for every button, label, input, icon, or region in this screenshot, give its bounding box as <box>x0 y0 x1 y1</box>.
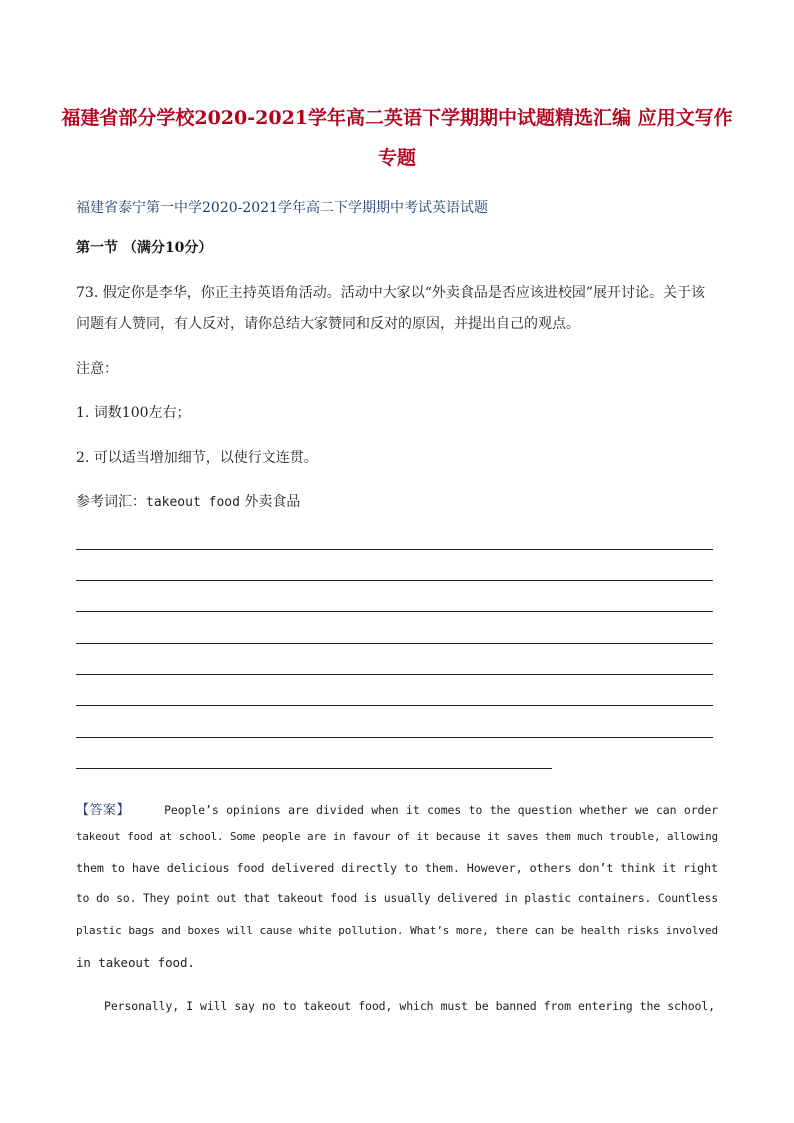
note-item-2: 2. 可以适当增加细节，以使行文连贯。 <box>76 450 318 466</box>
vocab-line <box>76 491 300 511</box>
answer-line-6: in takeout food. <box>76 955 195 970</box>
writing-line <box>76 549 713 550</box>
writing-line <box>76 611 713 612</box>
notes-heading: 注意： <box>76 361 118 377</box>
answer-line-1 <box>76 799 718 818</box>
section-heading: 第一节 （满分10分） <box>76 240 213 256</box>
note-item-1: 1. 词数100左右； <box>76 405 191 421</box>
document-title-line1: 福建省部分学校2020-2021学年高二英语下学期期中试题精选汇编 应用文写作 <box>61 107 733 129</box>
answer-line-3: them to have delicious food delivered directly to them. However, others don’t think it right <box>76 861 718 875</box>
vocab-term: takeout food <box>146 495 240 510</box>
writing-line <box>76 737 713 738</box>
answer-line-4: to do so. They point out that takeout food is usually delivered in plastic containers. Countless <box>76 892 718 905</box>
writing-line <box>76 580 713 581</box>
answer-line-7: Personally, I will say no to takeout food, which must be banned from entering the school, <box>104 999 715 1013</box>
writing-line <box>76 705 713 706</box>
answer-line-2: takeout food at school. Some people are in favour of it because it saves them much trouble, allowing <box>76 830 718 843</box>
question-line-1: 73. 假定你是李华，你正主持英语角活动。活动中大家以“外卖食品是否应该进校园”展开讨论。关于该 <box>76 285 706 301</box>
answer-text-1: People’s opinions are divided when it comes to the question whether we can order <box>164 803 718 817</box>
writing-line <box>76 643 713 644</box>
vocab-label: 参考词汇： <box>76 494 146 510</box>
answer-line-5: plastic bags and boxes will cause white pollution. What’s more, there can be health risks involved <box>76 924 718 937</box>
answer-tag: 【答案】 <box>76 803 131 818</box>
question-line-2: 问题有人赞同，有人反对，请你总结大家赞同和反对的原因，并提出自己的观点。 <box>76 316 580 332</box>
source-line: 福建省泰宁第一中学2020-2021学年高二下学期期中考试英语试题 <box>76 200 488 216</box>
document-title-line2: 专题 <box>377 147 416 169</box>
writing-line <box>76 768 552 769</box>
vocab-meaning: 外卖食品 <box>239 494 301 510</box>
writing-line <box>76 674 713 675</box>
